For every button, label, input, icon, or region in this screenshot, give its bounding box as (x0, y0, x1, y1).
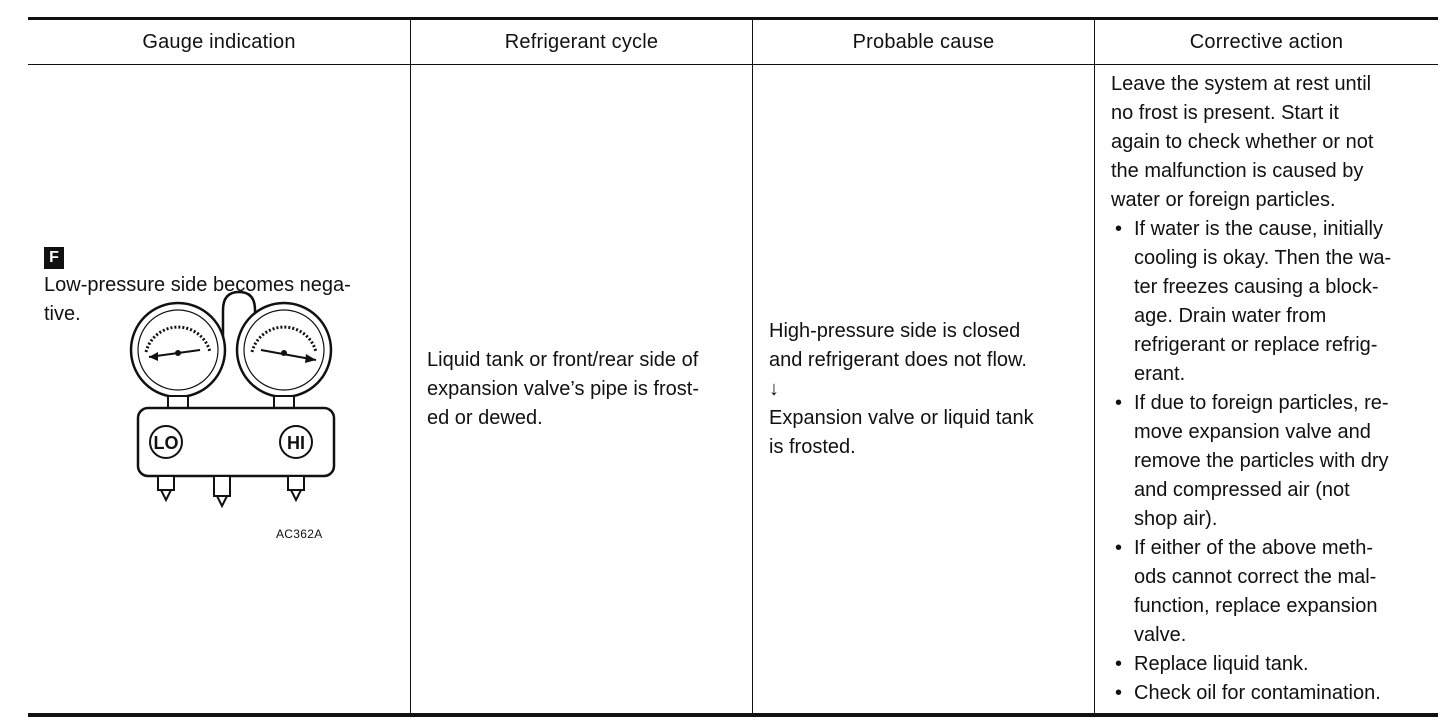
column-divider (752, 20, 753, 713)
cause-line: and refrigerant does not flow. (769, 349, 1027, 371)
bullet-line: remove the particles with dry (1134, 450, 1389, 472)
probable-cause-cell (769, 317, 1089, 462)
cause-line: High-pressure side is closed (769, 320, 1021, 342)
cause-line: is frosted. (769, 436, 856, 458)
header-refrigerant-cycle: Refrigerant cycle (504, 31, 659, 53)
action-intro-line: water or foreign particles. (1111, 189, 1336, 211)
bullet-line: shop air). (1134, 508, 1218, 530)
action-intro-line: again to check whether or not (1111, 131, 1374, 153)
bullet-line: valve. (1134, 624, 1187, 646)
bullet-line: erant. (1134, 363, 1186, 385)
action-bullet (1111, 679, 1436, 708)
manifold-gauge-illustration (118, 290, 358, 515)
action-bullet (1111, 389, 1436, 534)
bullet-line: • If due to foreign particles, re- (1134, 392, 1389, 414)
cycle-line: ed or dewed. (427, 407, 543, 429)
corrective-action-cell (1111, 70, 1436, 708)
action-intro-line: Leave the system at rest until (1111, 73, 1372, 95)
bullet-line: • Replace liquid tank. (1134, 653, 1309, 675)
low-pressure-gauge-icon (131, 303, 225, 408)
bullet-line: • If water is the cause, initially (1134, 218, 1383, 240)
cause-line: Expansion valve or liquid tank (769, 407, 1034, 429)
column-divider (1094, 20, 1095, 713)
action-intro-line: the malfunction is caused by (1111, 160, 1364, 182)
bullet-line: • Check oil for contamination. (1134, 682, 1381, 704)
bullet-line: ter freezes causing a block- (1134, 276, 1379, 298)
bullet-line: • If either of the above meth- (1134, 537, 1374, 559)
cycle-line: Liquid tank or front/rear side of (427, 349, 699, 371)
action-intro-line: no frost is present. Start it (1111, 102, 1339, 124)
bullet-line: ods cannot correct the mal- (1134, 566, 1377, 588)
high-pressure-gauge-icon (237, 303, 331, 408)
gauge-text-line: tive. (44, 303, 81, 325)
header-divider (28, 64, 1438, 65)
bullet-line: cooling is okay. Then the wa- (1134, 247, 1392, 269)
lo-label: LO (153, 433, 179, 453)
bullet-line: refrigerant or replace refrig- (1134, 334, 1378, 356)
action-bullet (1111, 650, 1436, 679)
cycle-line: expansion valve’s pipe is frost- (427, 378, 699, 400)
bullet-line: function, replace expansion (1134, 595, 1378, 617)
action-bullet (1111, 215, 1436, 389)
gauge-badge: F (44, 247, 64, 269)
hi-label: HI (287, 433, 305, 453)
bullet-line: move expansion valve and (1134, 421, 1371, 443)
header-probable-cause: Probable cause (852, 31, 995, 53)
bullet-line: and compressed air (not (1134, 479, 1350, 501)
header-corrective-action: Corrective action (1189, 31, 1344, 53)
action-bullet (1111, 534, 1436, 650)
diagnosis-table (28, 17, 1438, 717)
column-divider (410, 20, 411, 713)
refrigerant-cycle-cell (427, 346, 747, 433)
header-gauge-indication: Gauge indication (142, 31, 296, 53)
figure-code: AC362A (276, 527, 323, 541)
cause-arrow: ↓ (769, 378, 779, 400)
gauge-text-line: Low-pressure side becomes nega- (44, 274, 351, 296)
action-bullet-list (1111, 215, 1436, 708)
bullet-line: age. Drain water from (1134, 305, 1327, 327)
